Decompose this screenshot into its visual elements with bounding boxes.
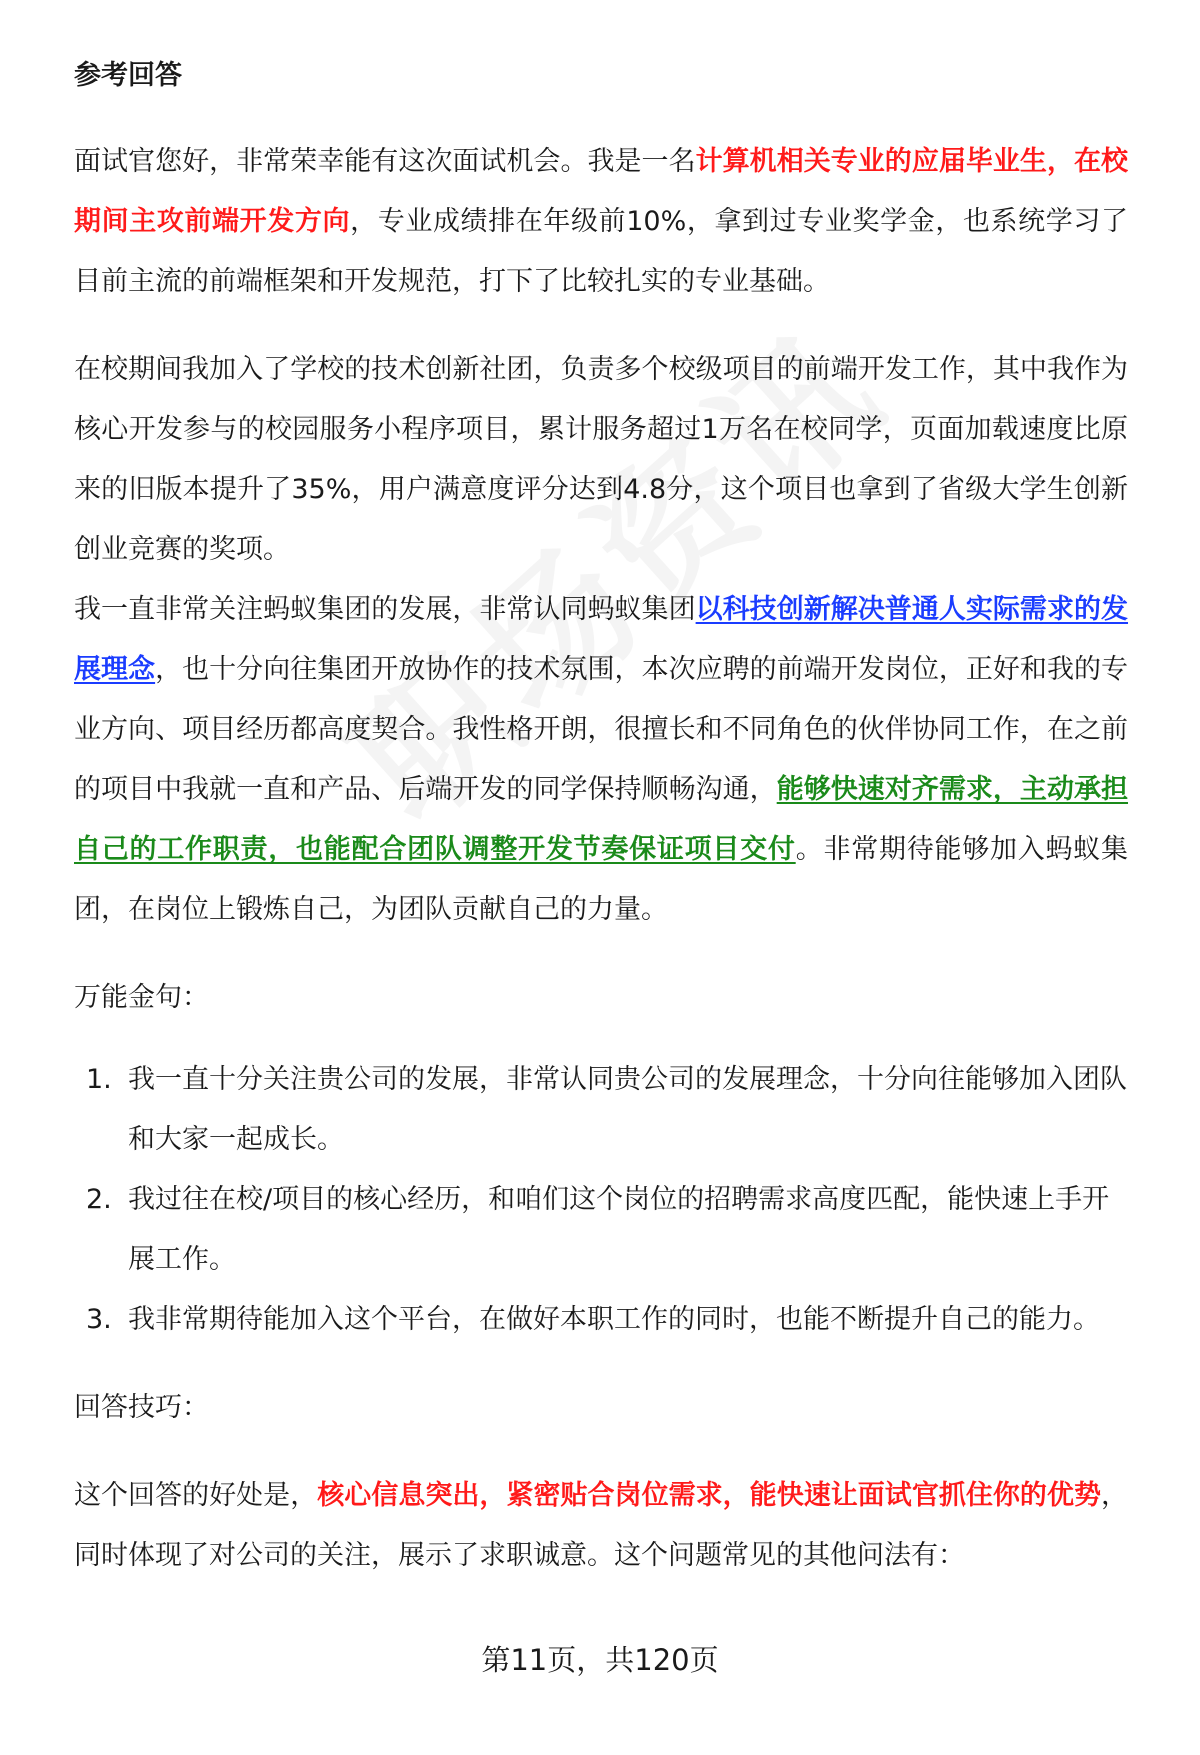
list-text: 我非常期待能加入这个平台，在做好本职工作的同时，也能不断提升自己的能力。 bbox=[128, 1304, 1100, 1335]
list-item bbox=[74, 1290, 1128, 1350]
text-run: ，同时体现了对公司的关注，展示了求职诚意。这个问题常见的其他问法有： bbox=[74, 1480, 1129, 1571]
tips-paragraph bbox=[74, 1466, 1128, 1586]
experience-paragraph: 在校期间我加入了学校的技术创新社团，负责多个校级项目的前端开发工作，其中我作为核心开发参与的校园服务小程序项目，累计服务超过1万名在校同学，页面加载速度比原来的旧版本提升了35%，用户满意度评分达到4.8分，这个项目也拿到了省级大学生创新创业竞赛的奖项。 bbox=[74, 354, 1128, 565]
highlight-blue: 以科技创新解决普通人实际需求的发展理念 bbox=[74, 594, 1129, 685]
text-run: ，也十分向往集团开放协作的技术氛围，本次应聘的前端开发岗位，正好和我的专业方向、项目经历都高度契合。我性格开朗，很擅长和不同角色的伙伴协同工作，在之前的项目中我就一直和产品、后端开发的同学保持顺畅沟通， bbox=[74, 654, 1129, 805]
list-number: 2. bbox=[86, 1184, 112, 1215]
list-item bbox=[74, 1170, 1128, 1290]
list-number: 3. bbox=[86, 1304, 112, 1335]
list-text: 我一直十分关注贵公司的发展，非常认同贵公司的发展理念，十分向往能够加入团队和大家一起成长。 bbox=[128, 1064, 1127, 1155]
page-number-footer: 第11页，共120页 bbox=[481, 1643, 719, 1677]
intro-paragraph bbox=[74, 132, 1128, 312]
page-heading: 参考回答 bbox=[74, 60, 182, 91]
motivation-paragraph bbox=[74, 580, 1128, 940]
highlight-red: 核心信息突出，紧密贴合岗位需求，能快速让面试官抓住你的优势 bbox=[317, 1480, 1102, 1511]
highlight-red: 计算机相关专业的应届毕业生，在校期间主攻前端开发方向 bbox=[74, 146, 1129, 237]
tips-label: 回答技巧： bbox=[74, 1392, 209, 1423]
list-item bbox=[74, 1050, 1128, 1170]
list-number: 1. bbox=[86, 1064, 112, 1095]
text-run: 面试官您好，非常荣幸能有这次面试机会。我是一名 bbox=[74, 146, 696, 177]
list-text: 我过往在校/项目的核心经历，和咱们这个岗位的招聘需求高度匹配，能快速上手开展工作。 bbox=[128, 1184, 1110, 1275]
golden-sentences-list bbox=[74, 1050, 1128, 1350]
golden-sentences-label: 万能金句： bbox=[74, 982, 209, 1013]
text-run: 我一直非常关注蚂蚁集团的发展，非常认同蚂蚁集团 bbox=[74, 594, 696, 625]
text-run: ，专业成绩排在年级前10%，拿到过专业奖学金，也系统学习了目前主流的前端框架和开发规范，打下了比较扎实的专业基础。 bbox=[74, 206, 1128, 297]
highlight-green: 能够快速对齐需求，主动承担自己的工作职责，也能配合团队调整开发节奏保证项目交付 bbox=[74, 774, 1129, 865]
text-run: 这个回答的好处是， bbox=[74, 1480, 318, 1511]
text-run: 。非常期待能够加入蚂蚁集团，在岗位上锻炼自己，为团队贡献自己的力量。 bbox=[74, 834, 1129, 925]
